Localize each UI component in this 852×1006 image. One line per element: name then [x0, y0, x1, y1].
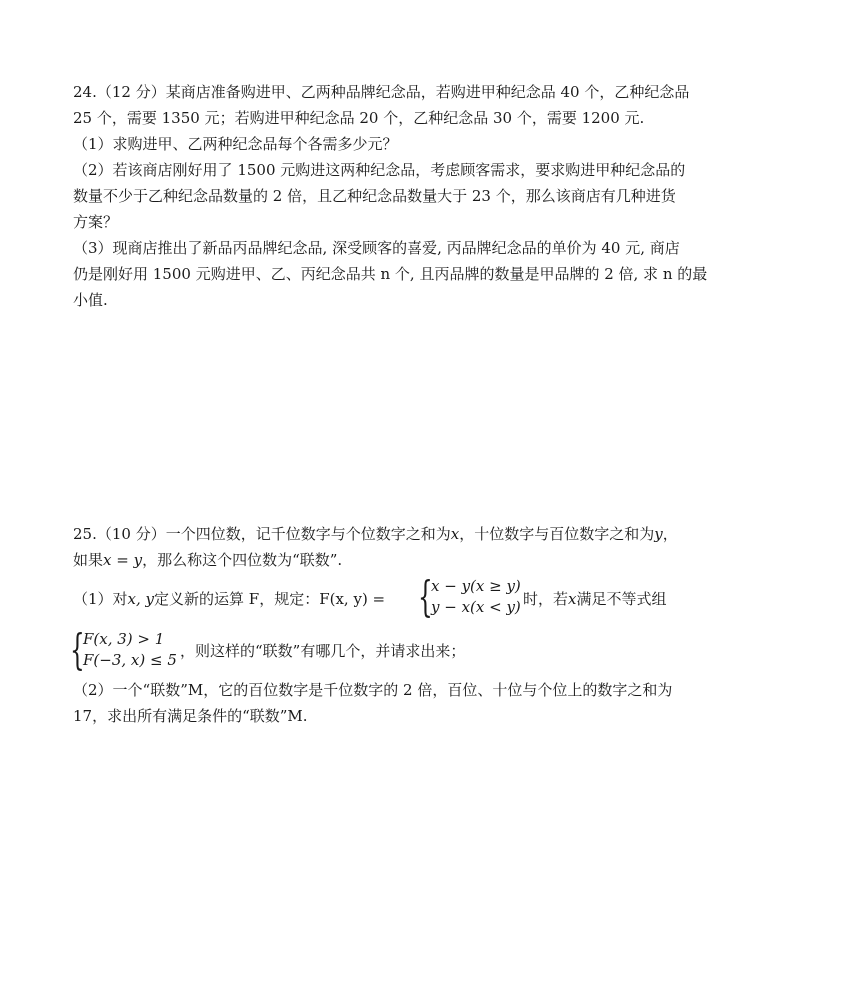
left-brace-icon: { — [70, 625, 85, 674]
q25-p1-text-b: 定义新的运算 F，规定：F(x, y) = — [154, 590, 386, 608]
q24-part2-line2: 数量不少于乙种纪念品数量的 2 倍，且乙种纪念品数量大于 23 个，那么该商店有几种进货 — [73, 187, 676, 205]
q24-part2-line1: （2）若该商店刚好用了 1500 元购进这两种纪念品，考虑顾客需求，要求购进甲种纪念品的 — [73, 161, 686, 179]
q25-part2-line1: （2）一个“联数”M，它的百位数字是千位数字的 2 倍，百位、十位与个位上的数字之和为 — [73, 681, 673, 699]
q24-part3-line3: 小值. — [73, 291, 108, 309]
q25-var-y: y — [654, 525, 663, 543]
q25-stem-text-b: ，十位数字与百位数字之和为 — [459, 525, 655, 543]
q25-p1-var-x: x — [568, 590, 577, 608]
left-brace-icon: { — [418, 572, 433, 621]
q25-part1-question: ，则这样的“联数”有哪几个，并请求出来； — [180, 642, 466, 660]
q25-stem2-text-a: 如果 — [73, 551, 104, 569]
q25-p1-vars: x, y — [127, 590, 155, 608]
q25-p1-text-c: 时，若 — [523, 590, 569, 608]
q25-part2-line2: 17，求出所有满足条件的“联数”M. — [73, 707, 308, 725]
q25-stem2-text-b: ，那么称这个四位数为“联数”. — [142, 551, 343, 569]
q25-stem-text-a: 25.（10 分）一个四位数，记千位数字与个位数字之和为 — [73, 525, 451, 543]
q24-part3-line1: （3）现商店推出了新品丙品牌纪念品, 深受顾客的喜爱, 丙品牌纪念品的单价为 40 元, 商店 — [73, 239, 680, 257]
inequality-system — [70, 625, 177, 674]
inequality-row-1: F(x, 3) > 1 — [83, 630, 165, 648]
q25-var-x: x — [450, 525, 460, 543]
q25-part1-line1 — [73, 586, 385, 612]
inequality-row-2: F(−3, x) ≤ 5 — [83, 651, 177, 669]
q24-part2-line3: 方案？ — [73, 213, 119, 231]
q25-p1-text-d: 满足不等式组 — [576, 590, 667, 608]
q25-stem-line2 — [73, 547, 342, 573]
q24-stem-line1: 24.（12 分）某商店准备购进甲、乙两种品牌纪念品，若购进甲种纪念品 40 个，乙种纪念品 — [73, 83, 690, 101]
piecewise-definition — [418, 572, 521, 621]
q25-equation: x = y — [103, 551, 143, 569]
q25-stem-line1 — [73, 521, 678, 547]
q25-stem-text-c: ， — [662, 525, 678, 543]
q25-p1-text-a: （1）对 — [73, 590, 128, 608]
q24-stem-line2: 25 个，需要 1350 元；若购进甲种纪念品 20 个，乙种纪念品 30 个，需要 1200 元. — [73, 109, 645, 127]
piecewise-case-1: x − y(x ≥ y) — [431, 577, 521, 595]
piecewise-case-2: y − x(x < y) — [431, 598, 521, 616]
q25-part1-tail — [523, 586, 667, 612]
q24-part3-line2: 仍是刚好用 1500 元购进甲、乙、丙纪念品共 n 个, 且丙品牌的数量是甲品牌的 2 倍, 求 n 的最 — [73, 265, 708, 283]
q24-part1: （1）求购进甲、乙两种纪念品每个各需多少元？ — [73, 135, 398, 153]
